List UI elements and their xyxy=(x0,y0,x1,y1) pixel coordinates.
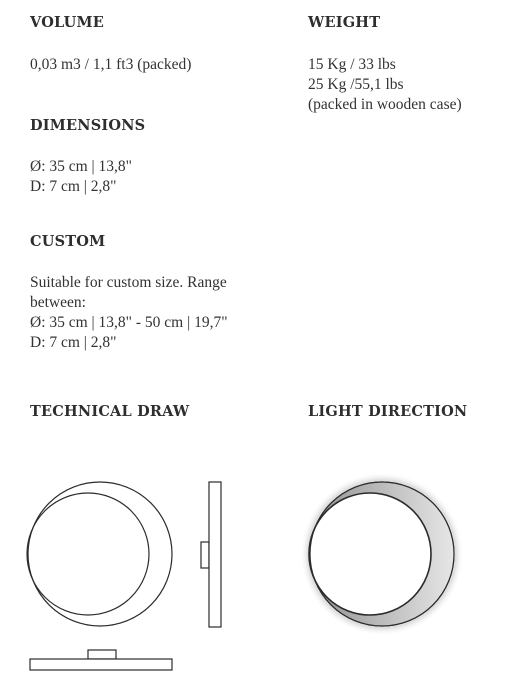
side-view-mount xyxy=(201,542,209,568)
volume-value xyxy=(30,55,191,75)
custom-values xyxy=(30,273,228,353)
light-direction-drawing xyxy=(290,440,490,660)
dimensions-heading: DIMENSIONS xyxy=(30,117,146,134)
light-direction-heading: LIGHT DIRECTION xyxy=(308,403,468,420)
front-view-outer-circle xyxy=(28,482,172,626)
custom-heading: CUSTOM xyxy=(30,233,106,250)
weight-values xyxy=(308,55,462,115)
light-inner-circle xyxy=(309,493,431,615)
volume-heading: VOLUME xyxy=(30,14,104,31)
custom-line: D: 7 cm | 2,8" xyxy=(30,334,117,351)
technical-drawing xyxy=(0,440,260,690)
top-view-plate xyxy=(30,659,172,670)
top-view-mount xyxy=(88,650,116,659)
volume-line: 0,03 m3 / 1,1 ft3 (packed) xyxy=(30,56,192,73)
side-view xyxy=(201,482,221,627)
weight-line: 25 Kg /55,1 lbs xyxy=(308,76,404,93)
top-view xyxy=(30,650,172,670)
front-view xyxy=(27,482,172,626)
dimensions-values xyxy=(30,157,132,197)
weight-heading: WEIGHT xyxy=(308,14,381,31)
weight-line: (packed in wooden case) xyxy=(308,96,462,113)
side-view-plate xyxy=(209,482,221,627)
weight-line: 15 Kg / 33 lbs xyxy=(308,56,396,73)
dimensions-line: D: 7 cm | 2,8" xyxy=(30,178,117,195)
technical-draw-heading: TECHNICAL DRAW xyxy=(30,403,190,420)
custom-line: Suitable for custom size. Range xyxy=(30,274,227,291)
front-view-inner-circle xyxy=(27,493,149,615)
custom-line: between: xyxy=(30,294,86,311)
dimensions-line: Ø: 35 cm | 13,8" xyxy=(30,158,132,175)
custom-line: Ø: 35 cm | 13,8" - 50 cm | 19,7" xyxy=(30,314,228,331)
